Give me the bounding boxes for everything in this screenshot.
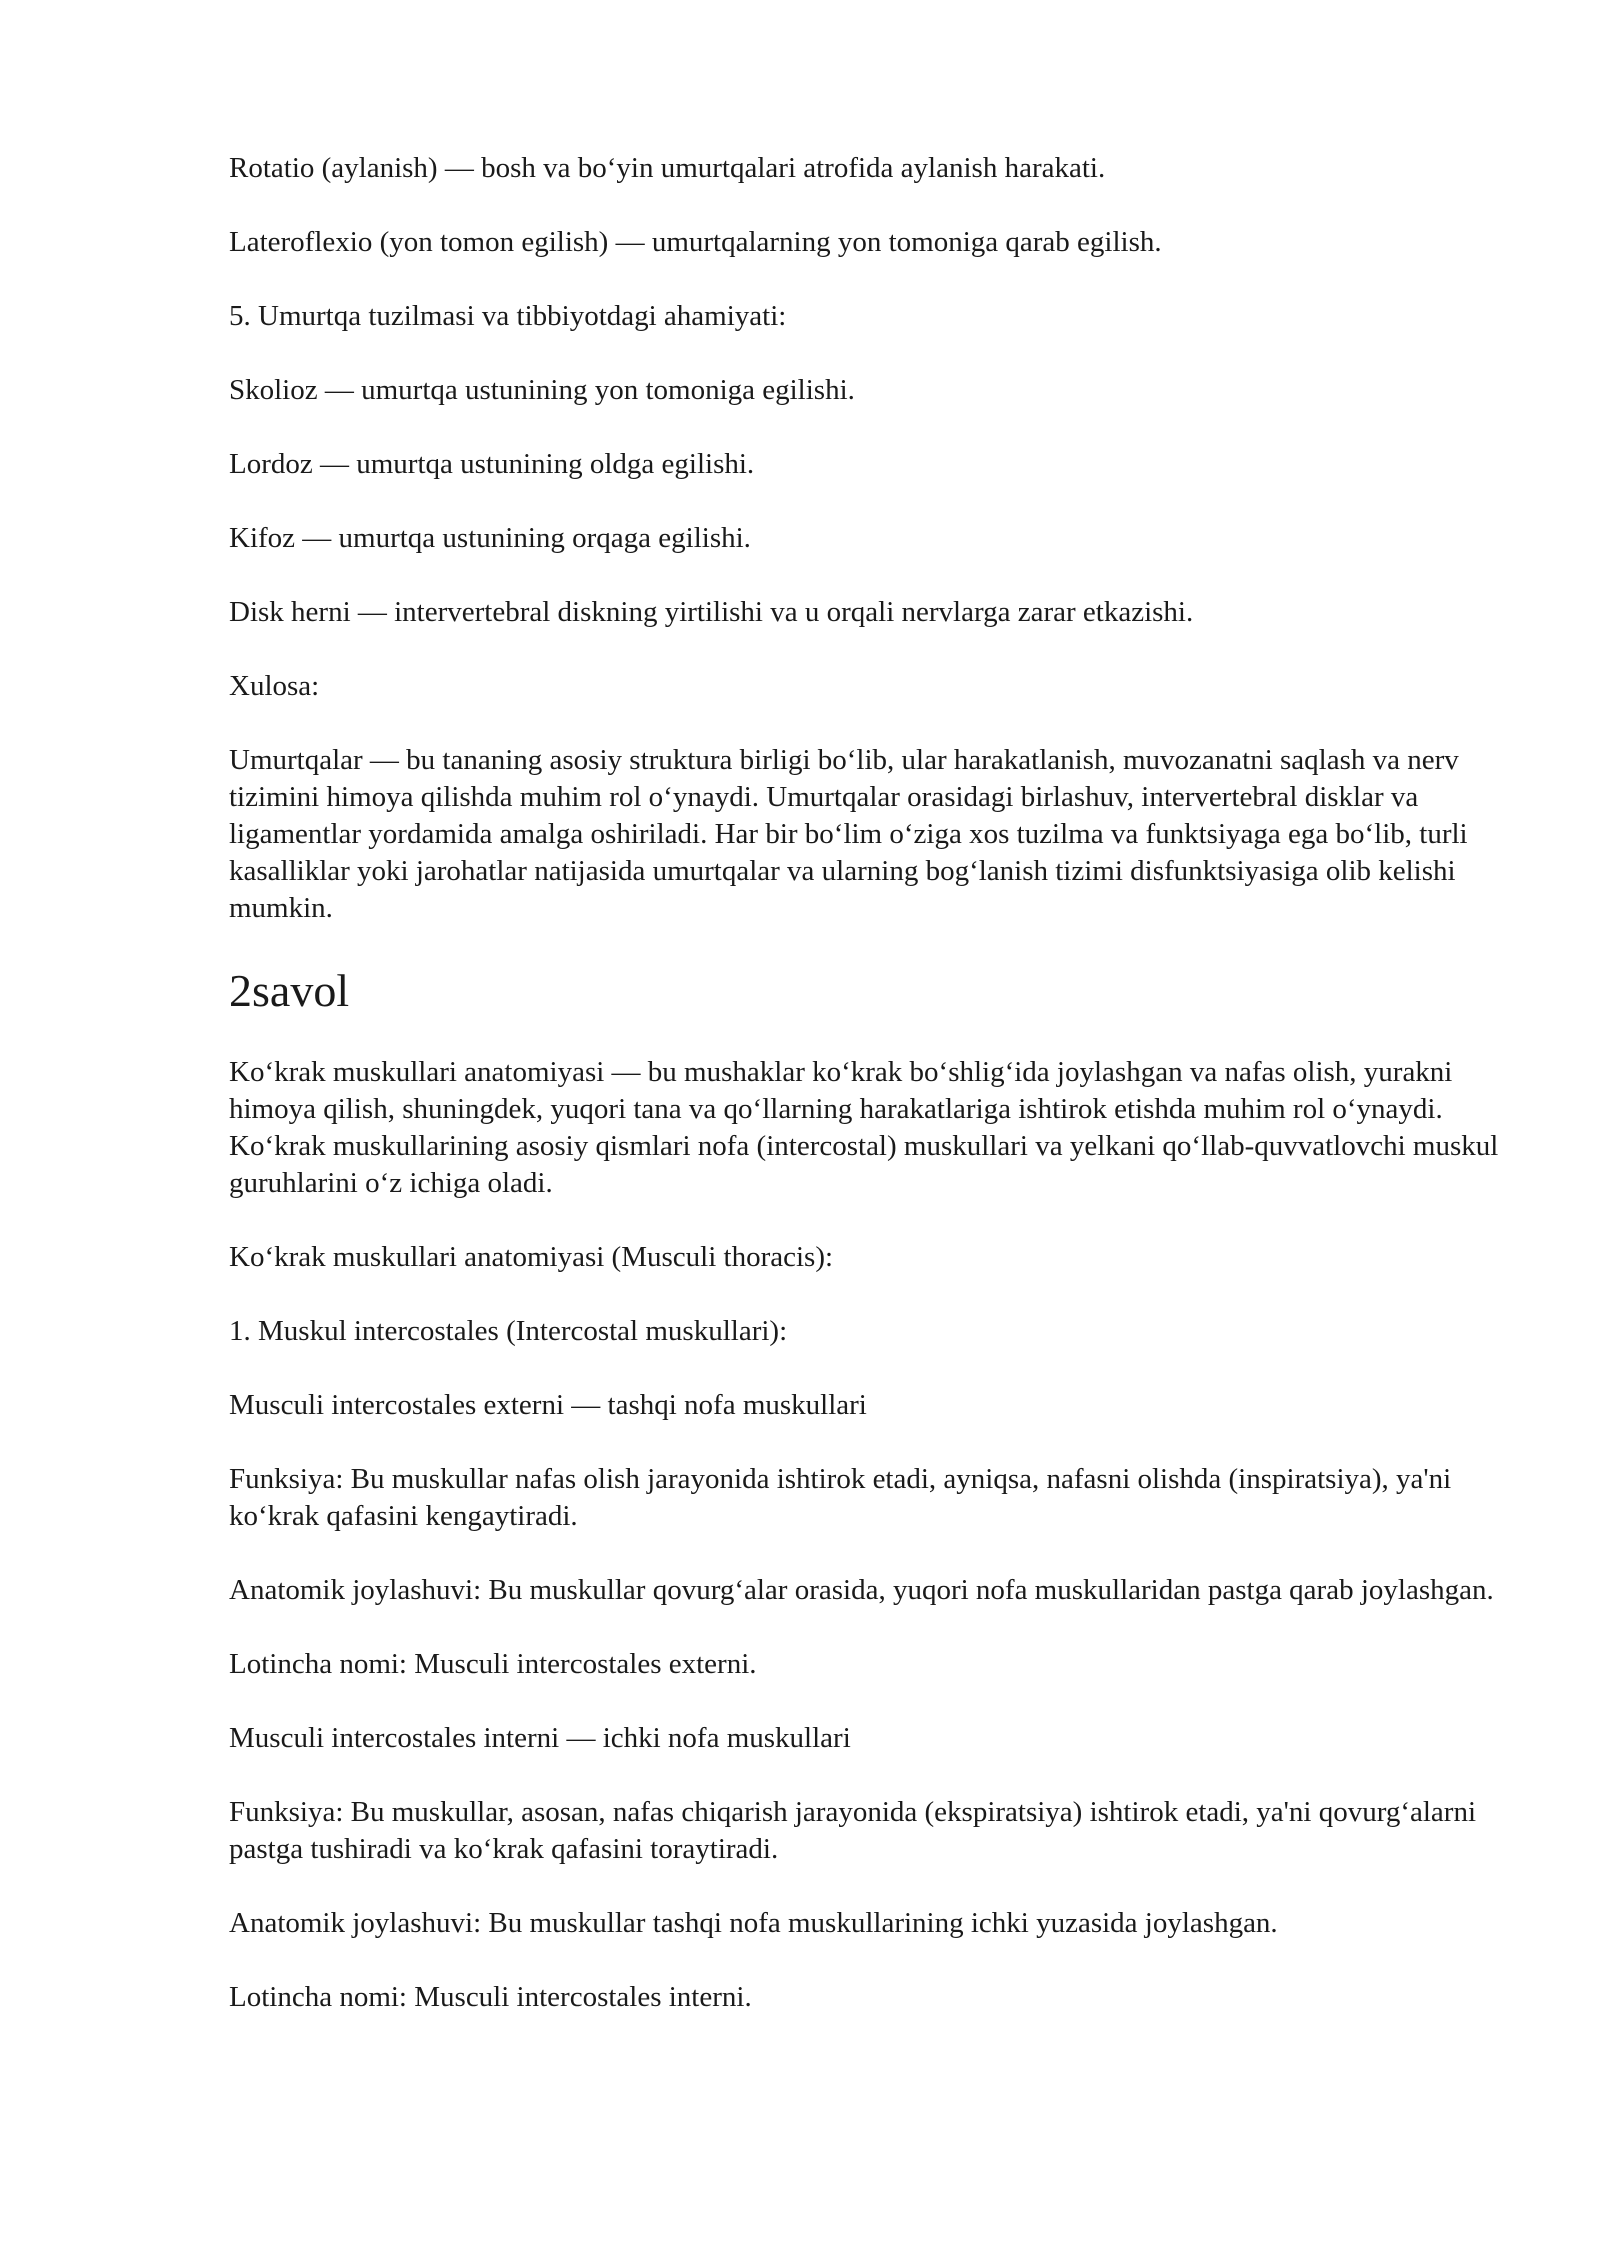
paragraph-interni-funksiya: Funksiya: Bu muskullar, asosan, nafas chiqarish jarayonida (ekspiratsiya) ishtirok etadi, ya'ni qovurg‘alarni pastga tushiradi va ko‘krak qafasini toraytiradi.	[229, 1796, 1477, 1865]
paragraph-interni-lotincha: Lotincha nomi: Musculi intercostales interni.	[229, 1981, 752, 2013]
paragraph-lordoz: Lordoz — umurtqa ustunining oldga egilishi.	[229, 448, 755, 480]
paragraph-xulosa-text: Umurtqalar — bu tananing asosiy struktura birligi bo‘lib, ular harakatlanish, muvozanatni saqlash va nerv tizimini himoya qilishda muhim rol o‘ynaydi. Umurtqalar orasidagi birlashuv, intervertebral disklar va ligamentlar yordamida amalga oshiriladi. Har bir bo‘lim o‘ziga xos tuzilma va funktsiyaga ega bo‘lib, turli kasalliklar yoki jarohatlar natijasida umurtqalar va ularning bog‘lanish tizimi disfunktsiyasiga olib kelishi mumkin.	[229, 744, 1468, 924]
paragraph-externi-joylashuvi: Anatomik joylashuvi: Bu muskullar qovurg‘alar orasida, yuqori nofa muskullaridan pastga qarab joylashgan.	[229, 1574, 1494, 1606]
paragraph-lateroflexio: Lateroflexio (yon tomon egilish) — umurtqalarning yon tomoniga qarab egilish.	[229, 226, 1162, 258]
paragraph-intro: Ko‘krak muskullari anatomiyasi — bu mushaklar ko‘krak bo‘shlig‘ida joylashgan va nafas olish, yurakni himoya qilish, shuningdek, yuqori tana va qo‘llarning harakatlariga ishtirok etishda muhim rol o‘ynaydi. Ko‘krak muskullarining asosiy qismlari nofa (intercostal) muskullari va yelkani qo‘llab-quvvatlovchi muskul guruhlarini o‘z ichiga oladi.	[229, 1056, 1499, 1199]
section-heading-2savol: 2savol	[229, 965, 350, 1016]
paragraph-externi-title: Musculi intercostales externi — tashqi nofa muskullari	[229, 1389, 867, 1421]
section-heading-5: 5. Umurtqa tuzilmasi va tibbiyotdagi ahamiyati:	[229, 300, 787, 332]
paragraph-interni-title: Musculi intercostales interni — ichki nofa muskullari	[229, 1722, 851, 1754]
paragraph-musculi-thoracis: Ko‘krak muskullari anatomiyasi (Musculi thoracis):	[229, 1241, 834, 1273]
paragraph-rotatio: Rotatio (aylanish) — bosh va bo‘yin umurtqalari atrofida aylanish harakati.	[229, 152, 1106, 184]
paragraph-interni-joylashuvi: Anatomik joylashuvi: Bu muskullar tashqi nofa muskullarining ichki yuzasida joylashgan.	[229, 1907, 1278, 1939]
paragraph-externi-funksiya: Funksiya: Bu muskullar nafas olish jarayonida ishtirok etadi, ayniqsa, nafasni olishda (inspiratsiya), ya'ni ko‘krak qafasini kengaytiradi.	[229, 1463, 1452, 1532]
document-page	[229, 150, 1519, 2053]
paragraph-xulosa-label: Xulosa:	[229, 670, 320, 702]
paragraph-muskul-intercostales: 1. Muskul intercostales (Intercostal muskullari):	[229, 1315, 788, 1347]
paragraph-externi-lotincha: Lotincha nomi: Musculi intercostales externi.	[229, 1648, 757, 1680]
paragraph-skolioz: Skolioz — umurtqa ustunining yon tomoniga egilishi.	[229, 374, 855, 406]
paragraph-kifoz: Kifoz — umurtqa ustunining orqaga egilishi.	[229, 522, 751, 554]
paragraph-disk-herni: Disk herni — intervertebral diskning yirtilishi va u orqali nervlarga zarar etkazishi.	[229, 596, 1194, 628]
